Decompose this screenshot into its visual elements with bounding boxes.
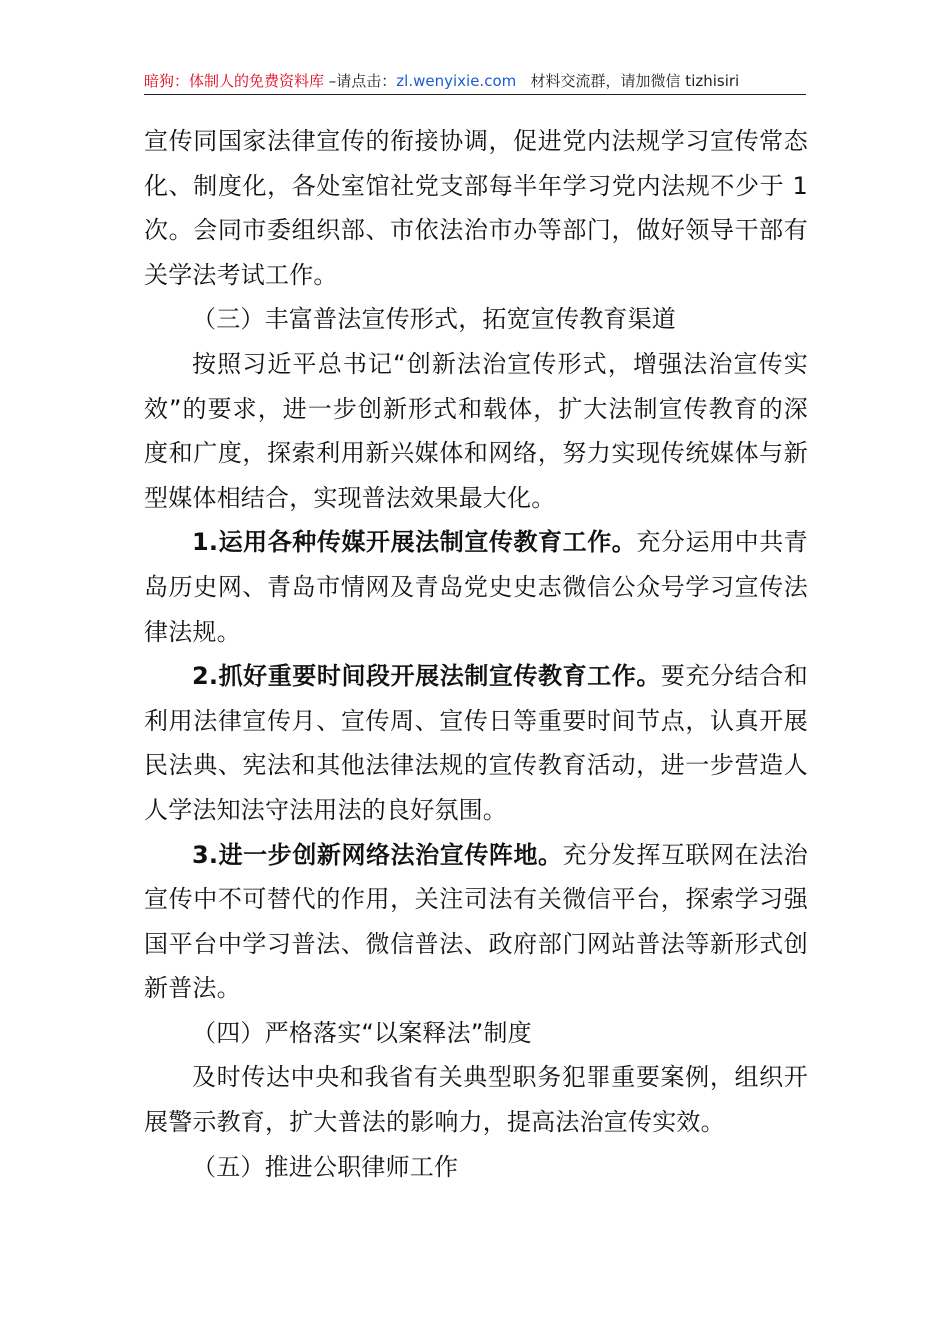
section-heading-3: （三）丰富普法宣传形式，拓宽宣传教育渠道 xyxy=(192,305,676,334)
paragraph-case-study: 及时传达中央和我省有关典型职务犯罪重要案例，组织开展警示教育，扩大普法的影响力，提高法治宣传实效。 xyxy=(144,1063,808,1137)
section-heading-4: （四）严格落实“以案释法”制度 xyxy=(192,1018,532,1047)
document-body xyxy=(144,119,808,1189)
header-group-notice: 材料交流群，请加微信 tizhisiri xyxy=(516,72,740,90)
list-item-3-title: 3.进一步创新网络法治宣传阵地。 xyxy=(192,840,563,869)
list-item-2 xyxy=(144,654,808,832)
header-url-link[interactable]: zl.wenyixie.com xyxy=(396,72,517,90)
list-item-1 xyxy=(144,520,808,654)
list-item-1-title: 1.运用各种传媒开展法制宣传教育工作。 xyxy=(192,528,637,557)
list-item-3 xyxy=(144,833,808,1011)
list-item-3-text: 充分发挥互联网在法治宣传中不可替代的作用，关注司法有关微信平台，探索学习强国平台中学习普法、微信普法、政府部门网站普法等新形式创新普法。 xyxy=(144,840,809,1003)
list-item-1-text: 充分运用中共青岛历史网、青岛市情网及青岛党史史志微信公众号学习宣传法律法规。 xyxy=(144,528,808,646)
list-item-2-title: 2.抓好重要时间段开展法制宣传教育工作。 xyxy=(192,662,661,691)
list-item-2-text: 要充分结合和利用法律宣传月、宣传周、宣传日等重要时间节点，认真开展民法典、宪法和其他法律法规的宣传教育活动，进一步营造人人学法知法守法用法的良好氛围。 xyxy=(144,662,808,824)
header-brand: 暗狗：体制人的免费资料库 xyxy=(144,72,325,90)
paragraph-continuation: 宣传同国家法律宣传的衔接协调，促进党内法规学习宣传常态化、制度化，各处室馆社党支部每半年学习党内法规不少于 1 次。会同市委组织部、市依法治市办等部门，做好领导干部有关学法考试工作。 xyxy=(144,127,808,289)
paragraph-instruction: 按照习近平总书记“创新法治宣传形式，增强法治宣传实效”的要求，进一步创新形式和载体，扩大法制宣传教育的深度和广度，探索利用新兴媒体和网络，努力实现传统媒体与新型媒体相结合，实现普法效果最大化。 xyxy=(144,349,808,512)
page-header xyxy=(144,68,806,95)
section-heading-5: （五）推进公职律师工作 xyxy=(192,1152,459,1181)
header-click-prompt: –请点击： xyxy=(324,72,397,90)
